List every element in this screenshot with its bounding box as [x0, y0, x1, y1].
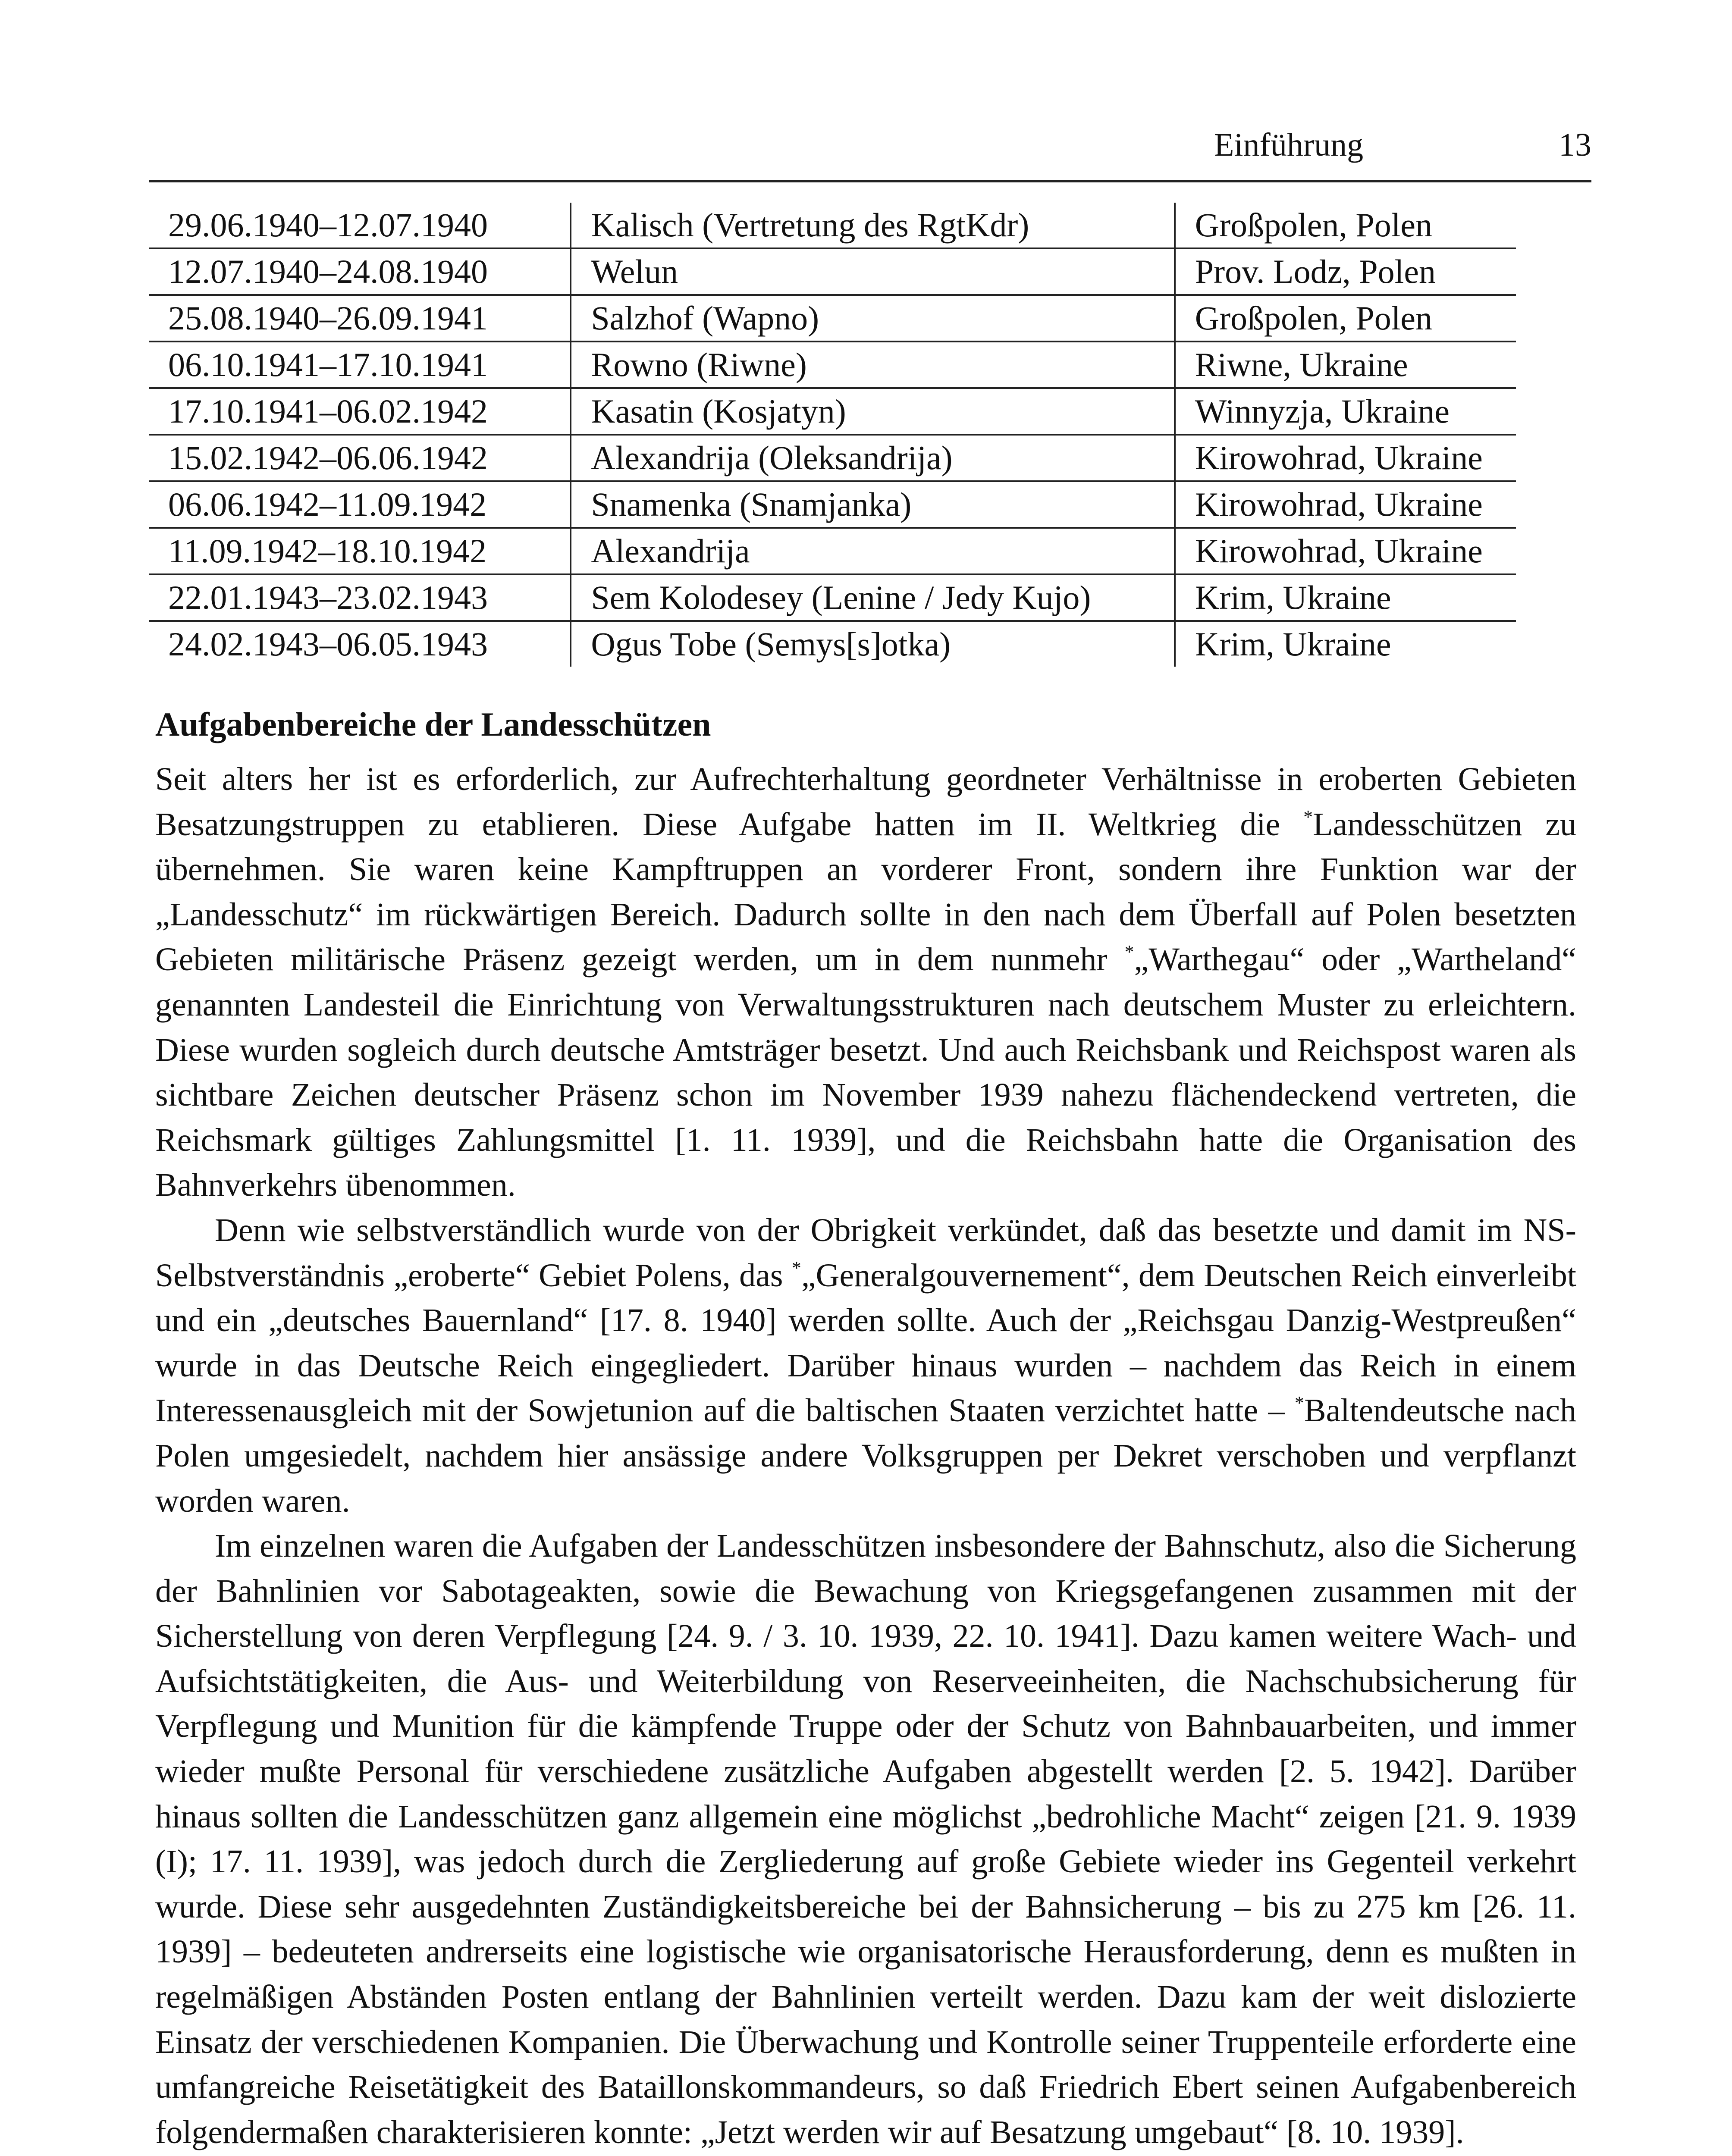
period-cell: 17.10.1941–06.02.1942 — [149, 388, 571, 435]
glossary-marker: * — [1124, 941, 1134, 963]
table-row — [149, 481, 1516, 528]
region-cell: Riwne, Ukraine — [1175, 342, 1516, 388]
p1-part-a: Seit alters her ist es erforderlich, zur Aufrechterhaltung geordneter Verhältnisse in eroberten Gebieten Besatzungstruppen zu etablieren. Diese Aufgabe hatten im II. Weltkrieg die — [155, 761, 1576, 843]
stations-table-body — [149, 203, 1516, 667]
running-header — [149, 120, 1591, 182]
glossary-marker: * — [1294, 1392, 1304, 1414]
p2-part-b: „Generalgouvernement“, dem Deutschen Reich einverleibt und ein „deutsches Bauernland“ [17. 8. 1940] werden sollte. Auch der „Reichsgau Danzig-Westpreußen“ wurde in das Deutsche Reich eingegliedert. Darüber hinaus wurden – nachdem das Reich in einem Interessenausgleich mit der Sowjetunion auf die baltischen Staaten verzichtet hatte – — [155, 1257, 1576, 1429]
paragraph-3: Im einzelnen waren die Aufgaben der Landesschützen insbesondere der Bahnschutz, also die Sicherung der Bahnlinien vor Sabotageakten, sowie die Bewachung von Kriegsgefangenen zusammen mit der Sicherstellung von deren Verpflegung [24. 9. / 3. 10. 1939, 22. 10. 1941]. Dazu kamen weitere Wach- und Aufsichtstätigkeiten, die Aus- und Weiterbildung von Reserveeinheiten, die Nachschubsicherung für Verpflegung und Munition für die kämpfende Truppe oder der Schutz von Bahnbauarbeiten, und immer wieder mußte Personal für verschiedene zusätzliche Aufgaben abgestellt werden [2. 5. 1942]. Darüber hinaus sollten die Landesschützen ganz allgemein eine möglichst „bedrohliche Macht“ zeigen [21. 9. 1939 (I); 17. 11. 1939], was jedoch durch die Zergliederung auf große Gebiete wieder ins Gegenteil verkehrt wurde. Diese sehr ausgedehnten Zuständigkeitsbereiche bei der Bahnsicherung – bis zu 275 km [26. 11. 1939] – bedeuteten andrerseits eine logistische wie organisatorische Herausforderung, denn es mußten in regelmäßigen Abständen Posten entlang der Bahnlinien verteilt werden. Dazu kam der weit dislozierte Einsatz der verschiedenen Kompanien. Die Überwachung und Kontrolle seiner Truppenteile erforderte eine umfangreiche Reisetätigkeit des Bataillonskommandeurs, so daß Friedrich Ebert seinen Aufgabenbereich folgendermaßen charakterisieren konnte: „Jetzt werden wir auf Besatzung umgebaut“ [8. 10. 1939]. — [155, 1528, 1576, 2150]
region-cell: Kirowohrad, Ukraine — [1175, 435, 1516, 481]
period-cell: 11.09.1942–18.10.1942 — [149, 528, 571, 574]
period-cell: 25.08.1940–26.09.1941 — [149, 295, 571, 342]
table-row — [149, 342, 1516, 388]
place-cell: Snamenka (Snamjanka) — [571, 481, 1174, 528]
region-cell: Prov. Lodz, Polen — [1175, 248, 1516, 295]
paragraph-1 — [155, 757, 1576, 1208]
glossary-marker: * — [1303, 806, 1313, 827]
place-cell: Kasatin (Kosjatyn) — [571, 388, 1174, 435]
paragraph-2 — [155, 1208, 1576, 1523]
p2-part-c: Baltendeutsche nach Polen umgesiedelt, nachdem hier ansässige andere Volksgruppen per Dekret verschoben und verpflanzt worden waren. — [155, 1392, 1576, 1519]
table-row — [149, 203, 1516, 248]
period-cell: 06.10.1941–17.10.1941 — [149, 342, 571, 388]
place-cell: Salzhof (Wapno) — [571, 295, 1174, 342]
table-row — [149, 621, 1516, 667]
period-cell: 24.02.1943–06.05.1943 — [149, 621, 571, 667]
section-heading: Aufgabenbereiche der Landesschützen — [155, 705, 711, 743]
period-cell: 22.01.1943–23.02.1943 — [149, 574, 571, 621]
p1-part-c: „Warthegau“ oder „Wartheland“ genannten Landesteil die Einrichtung von Verwaltungsstrukturen nach deutschem Muster zu erleichtern. Diese wurden sogleich durch deutsche Amtsträger besetzt. Und auch Reichsbank und Reichspost waren als sichtbare Zeichen deutscher Präsenz schon im November 1939 nahezu flächendeckend vertreten, die Reichsmark gültiges Zahlungsmittel [1. 11. 1939], und die Reichsbahn hatte die Organisation des Bahnverkehrs übenommen. — [155, 941, 1576, 1203]
region-cell: Kirowohrad, Ukraine — [1175, 481, 1516, 528]
place-cell: Welun — [571, 248, 1174, 295]
region-cell: Kirowohrad, Ukraine — [1175, 528, 1516, 574]
table-row — [149, 388, 1516, 435]
region-cell: Winnyzja, Ukraine — [1175, 388, 1516, 435]
table-row — [149, 295, 1516, 342]
region-cell: Großpolen, Polen — [1175, 203, 1516, 248]
period-cell: 15.02.1942–06.06.1942 — [149, 435, 571, 481]
p1-part-b: Landesschützen zu übernehmen. Sie waren keine Kampftruppen an vorderer Front, sondern ihre Funktion war der „Landesschutz“ im rückwärtigen Bereich. Dadurch sollte in den nach dem Überfall auf Polen besetzten Gebieten militärische Präsenz gezeigt werden, um in dem nunmehr — [155, 806, 1576, 978]
glossary-marker: * — [791, 1257, 801, 1279]
place-cell: Rowno (Riwne) — [571, 342, 1174, 388]
table-row — [149, 574, 1516, 621]
page-number: 13 — [1559, 127, 1591, 163]
period-cell: 12.07.1940–24.08.1940 — [149, 248, 571, 295]
body-text — [155, 757, 1576, 2156]
place-cell: Alexandrija (Oleksandrija) — [571, 435, 1174, 481]
region-cell: Großpolen, Polen — [1175, 295, 1516, 342]
place-cell: Kalisch (Vertretung des RgtKdr) — [571, 203, 1174, 248]
place-cell: Alexandrija — [571, 528, 1174, 574]
period-cell: 06.06.1942–11.09.1942 — [149, 481, 571, 528]
place-cell: Sem Kolodesey (Lenine / Jedy Kujo) — [571, 574, 1174, 621]
p2-part-a: Denn wie selbstverständlich wurde von der Obrigkeit verkündet, daß das besetzte und damit im NS-Selbstverständnis „eroberte“ Gebiet Polens, das — [155, 1212, 1576, 1294]
stations-table — [149, 203, 1516, 667]
table-row — [149, 248, 1516, 295]
period-cell: 29.06.1940–12.07.1940 — [149, 203, 571, 248]
running-section-title: Einführung — [1214, 127, 1364, 163]
place-cell: Ogus Tobe (Semys[s]otka) — [571, 621, 1174, 667]
table-row — [149, 528, 1516, 574]
table-row — [149, 435, 1516, 481]
region-cell: Krim, Ukraine — [1195, 625, 1391, 663]
region-cell: Krim, Ukraine — [1175, 574, 1516, 621]
